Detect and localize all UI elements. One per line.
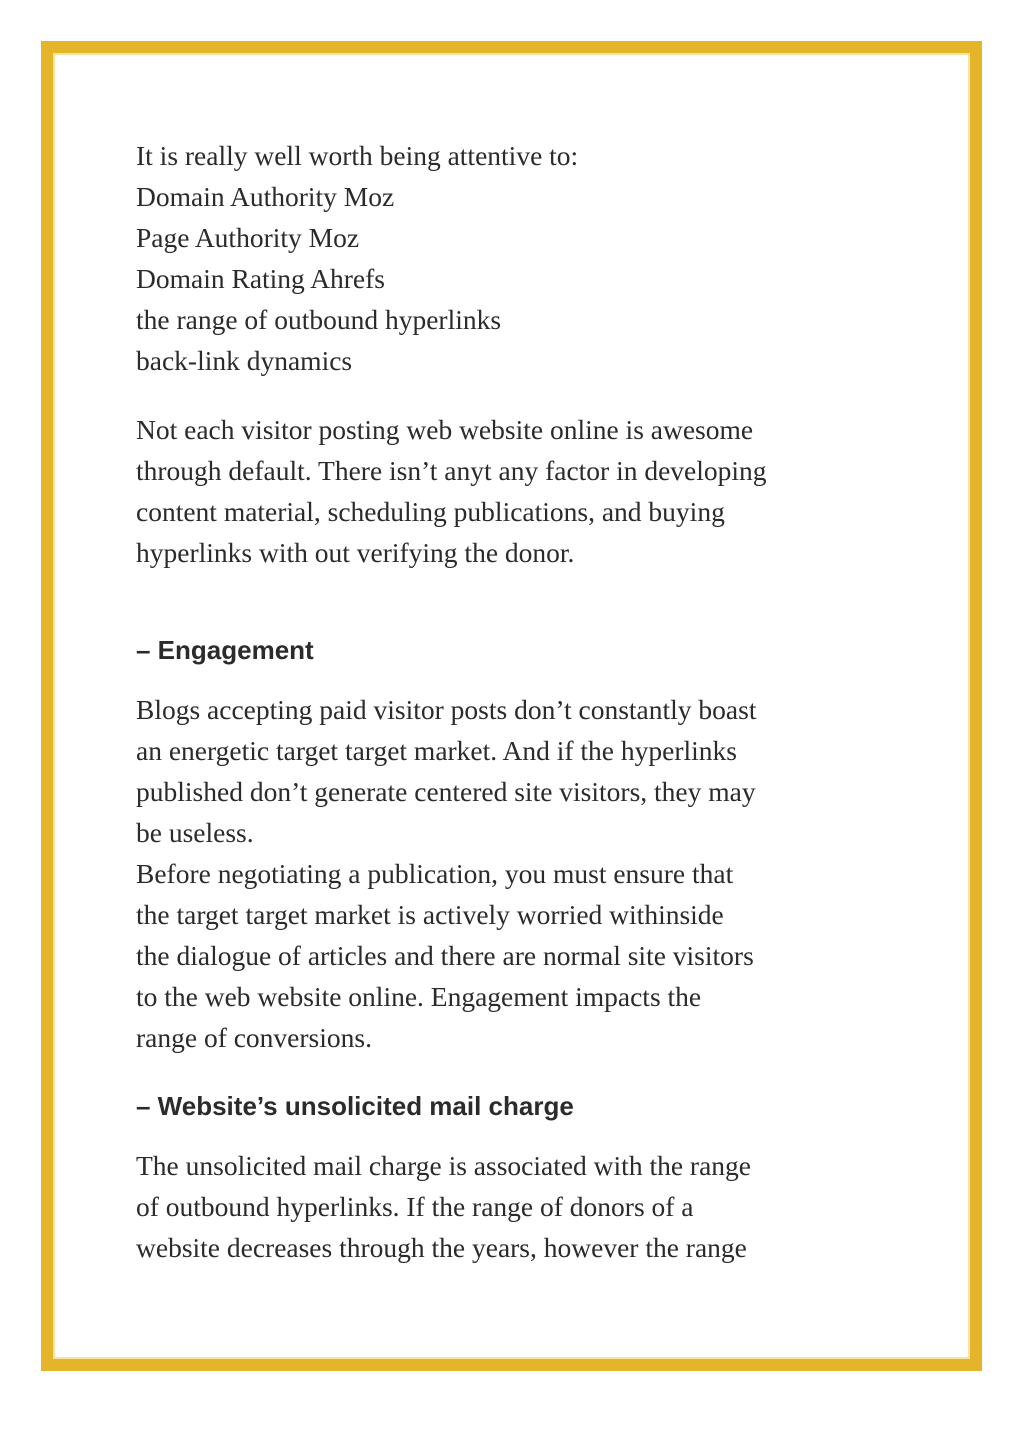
paragraph-line: website decreases through the years, however the range (136, 1232, 747, 1263)
section-heading-spam-rate: – Website’s unsolicited mail charge (136, 1091, 574, 1121)
paragraph-line: be useless. (136, 817, 254, 848)
paragraph-line: of outbound hyperlinks. If the range of donors of a (136, 1191, 694, 1222)
paragraph-line: Not each visitor posting web website online is awesome (136, 414, 754, 445)
intro-line: Domain Rating Ahrefs (136, 263, 385, 294)
intro-line: back-link dynamics (136, 345, 353, 376)
paragraph-line: Before negotiating a publication, you must ensure that (136, 858, 734, 889)
page-border-frame (41, 41, 982, 1371)
document-body (136, 135, 926, 1268)
intro-line: Domain Authority Moz (136, 181, 395, 212)
paragraph-line: the dialogue of articles and there are normal site visitors (136, 940, 754, 971)
paragraph-line: content material, scheduling publications, and buying (136, 496, 725, 527)
section-heading-engagement: – Engagement (136, 635, 314, 665)
intro-line: the range of outbound hyperlinks (136, 304, 502, 335)
paragraph-line: through default. There isn’t anyt any factor in developing (136, 455, 767, 486)
paragraph-line: range of conversions. (136, 1022, 372, 1053)
paragraph-line: the target target market is actively worried withinside (136, 899, 724, 930)
paragraph-line: an energetic target target market. And if the hyperlinks (136, 735, 737, 766)
paragraph-line: published don’t generate centered site visitors, they may (136, 776, 756, 807)
paragraph-donor-verification (136, 409, 926, 573)
paragraph-line: The unsolicited mail charge is associated with the range (136, 1150, 751, 1181)
paragraph-engagement (136, 689, 926, 1058)
paragraph-line: to the web website online. Engagement impacts the (136, 981, 702, 1012)
intro-line: Page Authority Moz (136, 222, 360, 253)
intro-list (136, 135, 926, 381)
paragraph-spam-rate (136, 1145, 926, 1268)
paragraph-line: Blogs accepting paid visitor posts don’t constantly boast (136, 694, 757, 725)
intro-line: It is really well worth being attentive to: (136, 140, 579, 171)
paragraph-line: hyperlinks with out verifying the donor. (136, 537, 575, 568)
